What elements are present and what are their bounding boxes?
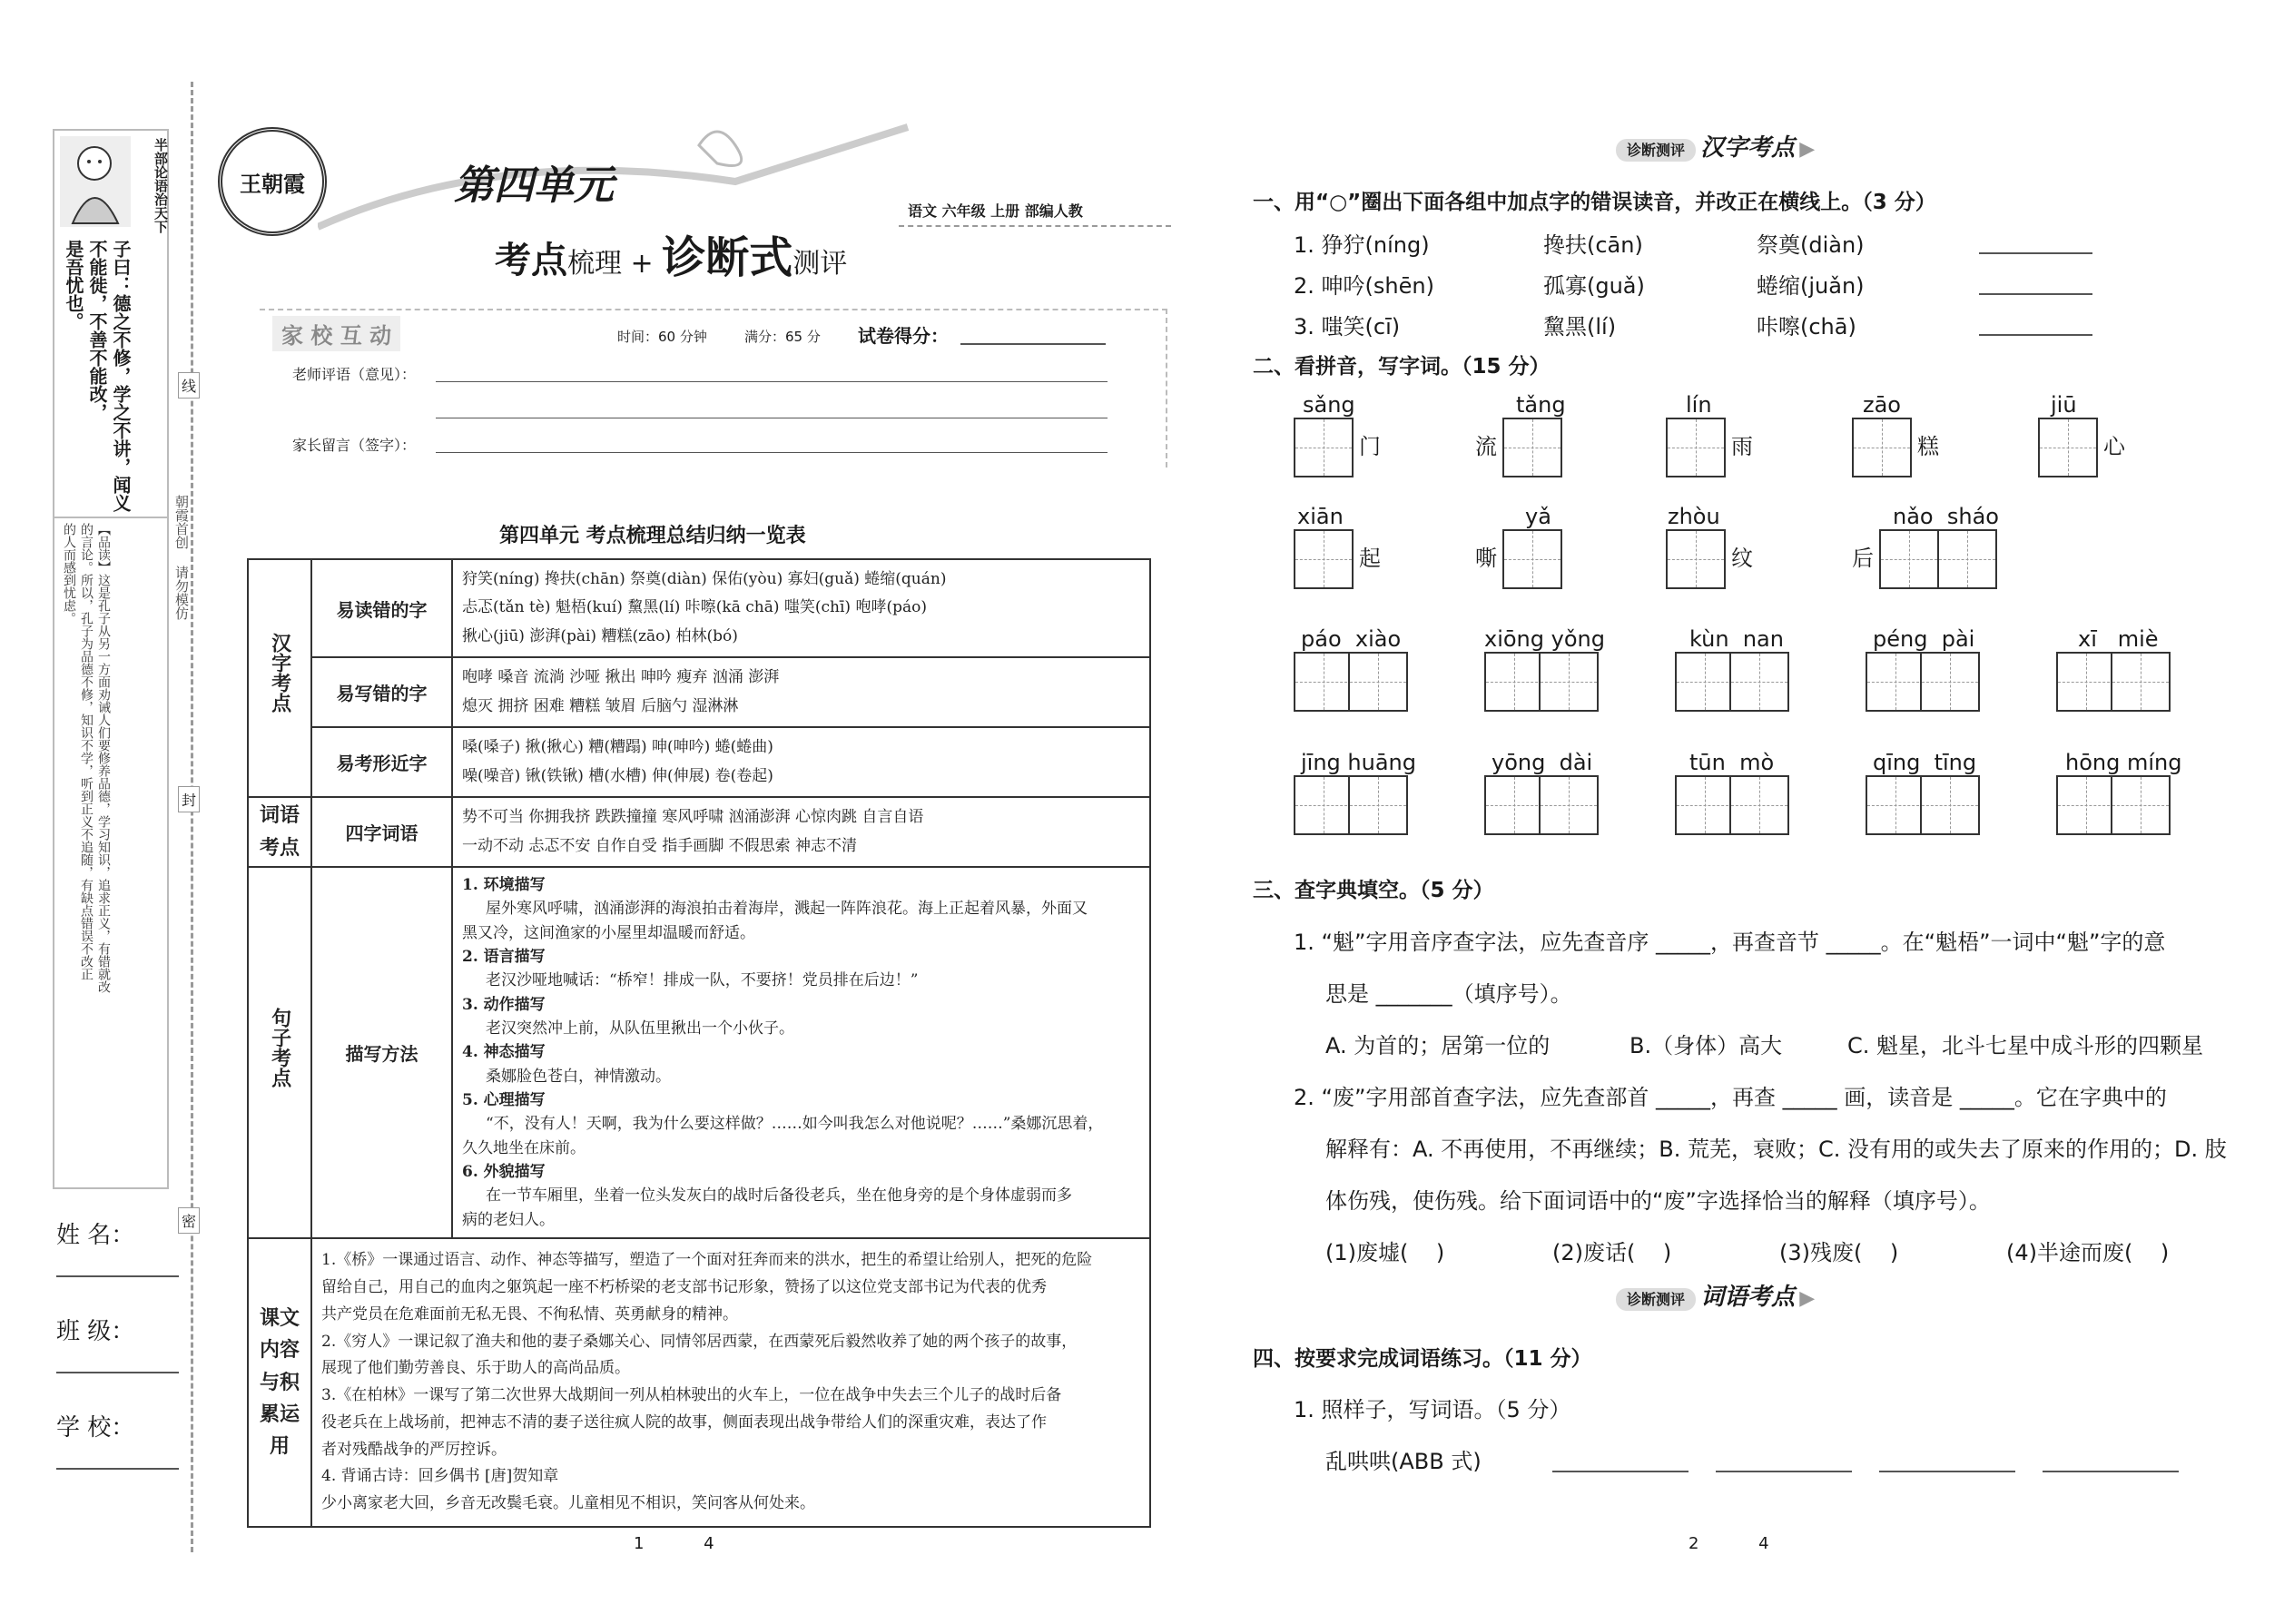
r6-content: [311, 1238, 1150, 1527]
cat-juzi: [248, 867, 311, 1238]
q2-r1-item: [1294, 392, 1381, 477]
q2-r3-item: [1675, 626, 1789, 712]
r3-content: [452, 727, 1150, 797]
q2-r3-item: [1866, 626, 1980, 712]
r5-line: 1. 环境描写: [462, 875, 546, 894]
q1-answer-line-2[interactable]: [1979, 293, 2092, 295]
side-note: 朝霞首创 请勿模仿: [173, 495, 190, 620]
q2-r4-item: [2056, 750, 2181, 835]
pinyin: nǎo sháo: [1893, 504, 1999, 529]
r5-line: 病的老妇人。: [462, 1210, 555, 1229]
q3-line-2: 思是 _______（填序号）。: [1325, 981, 1572, 1007]
name-label: 姓 名：: [56, 1222, 135, 1249]
quote: [62, 240, 133, 512]
cat-kewen-text: 课文内容与积累运用: [259, 1306, 300, 1458]
char-box[interactable]: [1666, 418, 1726, 477]
subtitle-b: 梳理 +: [567, 248, 663, 280]
r5-line: 2. 语言描写: [462, 947, 546, 966]
char-box[interactable]: [1294, 652, 1354, 712]
cut-mark-xian: 线: [178, 372, 200, 399]
cut-mark-mi: 密: [178, 1207, 200, 1234]
given-char: 门: [1359, 434, 1381, 459]
char-box[interactable]: [1484, 775, 1544, 835]
q2-r2-item: [1852, 504, 1999, 589]
r5-line: “不，没有人！天啊，我为什么要这样做？……如今叫我怎么对他说呢？……”桑娜沉思着，: [486, 1115, 1104, 1134]
char-box[interactable]: [1729, 775, 1789, 835]
q1-title: 一、用“○”圈出下面各组中加点字的错误读音，并改正在横线上。（3 分）: [1253, 191, 1936, 214]
brand-logo: [218, 127, 327, 236]
char-box[interactable]: [2056, 652, 2116, 712]
unit-title: 第四单元: [454, 162, 614, 209]
q1-item: 祭奠(diàn): [1757, 232, 1865, 258]
r5-line: 屋外寒风呼啸，汹涌澎湃的海浪拍击着海岸，溅起一阵阵浪花。海上正起着风暴，外面又: [486, 900, 1088, 919]
quote-line-1: 子曰：德之不修，学之不讲，闻义不能徙，不善不能改，: [86, 240, 132, 512]
teacher-line-1: [436, 381, 1108, 382]
q4-title: 四、按要求完成词语练习。（11 分）: [1253, 1347, 1592, 1371]
class-label: 班 级：: [56, 1318, 135, 1345]
q3-line-5: 解释有：A. 不再使用，不再继续；B. 荒芜，衰败；C. 没有用的或失去了原来的作用的；D. 肢: [1325, 1137, 2227, 1162]
table-title: 第四单元 考点梳理总结归纳一览表: [499, 525, 806, 547]
r5-line: 在一节车厢里，坐着一位头发灰白的战时后备役老兵，坐在他身旁的是个身体虚弱而多: [486, 1186, 1072, 1206]
char-box[interactable]: [1920, 652, 1980, 712]
brand-logo-text: 王朝霞: [240, 170, 305, 197]
given-char: 糕: [1917, 434, 1939, 459]
r2-line: 咆哮 嗓音 流淌 沙哑 揪出 呻吟 瘦弃 汹涌 澎湃: [462, 668, 780, 687]
cat-hanzi: [248, 559, 311, 797]
subtitle-c: 诊断式: [662, 232, 793, 283]
r2-label: 易写错的字: [311, 657, 452, 727]
pinyin: xī miè: [2078, 626, 2159, 652]
q2-r3-item: [2056, 626, 2171, 712]
char-box[interactable]: [1866, 775, 1925, 835]
r6-line: 2.《穷人》一课记叙了渔夫和他的妻子桑娜关心、同情邻居西蒙，在西蒙死后毅然收养了她的两个孩子的故事，: [321, 1332, 1078, 1351]
r1-line: 忐忑(tǎn tè) 魁梧(kuí) 黧黑(lí) 咔嚓(kā chā) 嗤笑(chī) 咆哮(páo): [462, 598, 927, 617]
q2-r3-item: [1294, 626, 1408, 712]
pindu-line-1: 【品读】这是孔子从另一方面劝诫人们要修养品德，学习知识，追求正义，有错就改: [96, 523, 111, 993]
class-line: [56, 1372, 179, 1373]
given-char: 流: [1475, 434, 1497, 459]
pinyin: qīng tīng: [1873, 750, 1977, 775]
badge-hanzi: [1616, 129, 1815, 162]
q2-r4-item: [1294, 750, 1416, 835]
subtitle-d: 测评: [793, 248, 848, 280]
q3-title: 三、查字典填空。（5 分）: [1253, 879, 1494, 902]
q2-r2-item: [1666, 504, 1753, 589]
school-field: [56, 1409, 179, 1470]
cut-mark-feng: 封: [178, 786, 200, 812]
badge-hanzi-b: 汉字考点: [1700, 134, 1796, 162]
char-box[interactable]: [1675, 652, 1735, 712]
quote-line-2: 是吾忧也。: [63, 240, 84, 330]
char-box[interactable]: [1502, 418, 1562, 477]
q2-r1-item: [1852, 392, 1939, 477]
pinyin: xiān: [1297, 504, 1344, 529]
pinyin: hōng míng: [2065, 750, 2182, 775]
pinyin: jīng huāng: [1301, 750, 1416, 775]
q2-r2-item: [1475, 504, 1562, 589]
r5-line: 3. 动作描写: [462, 995, 546, 1014]
q4-line-1: 1. 照样子，写词语。（5 分）: [1294, 1397, 1571, 1422]
r1-line: 揪心(jiū) 澎湃(pài) 糟糕(zāo) 柏林(bó): [462, 626, 738, 645]
r6-line: 3.《在柏林》一课写了第二次世界大战期间一列从柏林驶出的火车上，一位在战争中失去三个儿子的战时后备: [321, 1386, 1062, 1405]
q1-answer-line-1[interactable]: [1979, 252, 2092, 254]
char-box[interactable]: [1348, 775, 1408, 835]
pinyin: péng pài: [1873, 626, 1975, 652]
r6-line: 共产党员在危难面前无私无畏、不徇私情、英勇献身的精神。: [321, 1304, 738, 1324]
badge-ciyu-a: 诊断测评: [1616, 1288, 1696, 1311]
cat-kewen: [248, 1238, 311, 1527]
q2-r2-item: [1294, 504, 1381, 589]
left-sidebar: [53, 129, 169, 1189]
class-field: [56, 1313, 179, 1373]
r5-label: 描写方法: [311, 867, 452, 1238]
q2-r3-item: [1484, 626, 1605, 712]
r2-line: 熄灭 拥挤 困难 糟糕 皱眉 后脑勺 湿淋淋: [462, 696, 739, 715]
q2-title: 二、看拼音，写字词。（15 分）: [1253, 355, 1551, 379]
char-box[interactable]: [2038, 418, 2098, 477]
q3-fill-1[interactable]: (1)废墟( ): [1325, 1240, 1445, 1265]
cat-ciyu-text: 词语考点: [259, 803, 300, 860]
r4-label: 四字词语: [311, 797, 452, 867]
school-line: [56, 1468, 179, 1470]
badge-ciyu: [1616, 1278, 1815, 1312]
teacher-comment-label: 老师评语（意见）：: [292, 366, 417, 383]
r5-line: 久久地坐在床前。: [462, 1138, 586, 1157]
r1-line: 狩笑(níng) 搀扶(chān) 祭奠(diàn) 保佑(yòu) 寡妇(guǎ) 蜷缩(quán): [462, 570, 947, 588]
q1-item: 搀扶(cān): [1543, 232, 1643, 258]
char-box[interactable]: [2111, 775, 2171, 835]
arrow-right-icon: ▶: [1799, 1287, 1816, 1310]
char-box[interactable]: [1937, 529, 1997, 589]
char-box[interactable]: [1539, 652, 1599, 712]
score-info: 满分：65 分: [744, 329, 821, 345]
r2-content: [452, 657, 1150, 727]
r3-label: 易考形近字: [311, 727, 452, 797]
q4-answer-line-4[interactable]: [2043, 1471, 2179, 1472]
pinyin: tūn mò: [1689, 750, 1775, 775]
q3-fill-4[interactable]: (4)半途而废( ): [2006, 1240, 2170, 1265]
q2-r4-item: [1484, 750, 1599, 835]
given-char: 心: [2103, 434, 2125, 459]
badge-ciyu-b: 词语考点: [1700, 1284, 1796, 1311]
q1-item: 孤寡(guǎ): [1543, 273, 1645, 299]
pinyin: kùn nan: [1689, 626, 1784, 652]
r6-line: 者对残酷战争的严厉控诉。: [321, 1440, 507, 1459]
r1-label: 易读错的字: [311, 559, 452, 657]
cat-ciyu: [248, 797, 311, 867]
given-char: 起: [1359, 546, 1381, 571]
q1-answer-line-3[interactable]: [1979, 334, 2092, 336]
pindu-line-3: 的人而感到忧虑。: [62, 523, 76, 625]
q3-fill-2[interactable]: (2)废话( ): [1552, 1240, 1672, 1265]
r1-content: [452, 559, 1150, 657]
r5-line: 老汉沙哑地喊话：“桥窄！排成一队，不要挤！党员排在后边！”: [486, 971, 919, 990]
pinyin: yǎ: [1525, 504, 1551, 529]
char-box[interactable]: [1348, 652, 1408, 712]
char-box[interactable]: [2056, 775, 2116, 835]
pinyin: zāo: [1863, 392, 1901, 418]
char-box[interactable]: [1729, 652, 1789, 712]
pinyin: zhòu: [1668, 504, 1720, 529]
summary-table: [247, 558, 1151, 1528]
motto: 半部论语治天下: [153, 138, 169, 233]
q4-example: 乱哄哄(ABB 式): [1325, 1449, 1482, 1474]
q2-r4-item: [1866, 750, 1980, 835]
school-label: 学 校：: [56, 1414, 135, 1442]
char-box[interactable]: [1502, 529, 1562, 589]
q4-answer-line-2[interactable]: [1716, 1471, 1852, 1472]
char-box[interactable]: [1675, 775, 1735, 835]
page-number-right: 2 4: [1689, 1534, 1769, 1553]
r6-line: 留给自己，用自己的血肉之躯筑起一座不朽桥梁的老支部书记形象，赞扬了以这位党支部书记为代表的优秀: [321, 1278, 1047, 1297]
given-char: 嘶: [1475, 546, 1497, 571]
pinyin: jiū: [2051, 392, 2077, 418]
q4-answer-line-1[interactable]: [1552, 1471, 1689, 1472]
char-box[interactable]: [1294, 418, 1354, 477]
home-school-label: 家 校 互 动: [272, 316, 400, 351]
score-label: 试卷得分：: [858, 325, 949, 347]
r5-line: 老汉突然冲上前，从队伍里揪出一个小伙子。: [486, 1019, 794, 1038]
r6-line: 1.《桥》一课通过语言、动作、神态等描写，塑造了一个面对狂奔而来的洪水，把生的希望让给别人，把死的危险: [321, 1251, 1093, 1270]
page-number-left: 1 4: [634, 1534, 714, 1553]
q4-answer-line-3[interactable]: [1879, 1471, 2015, 1472]
q1-item: 咔嚓(chā): [1757, 314, 1856, 340]
pinyin: tǎng: [1516, 392, 1566, 418]
q3-opt-a: A. 为首的；居第一位的: [1325, 1033, 1551, 1058]
char-box[interactable]: [2111, 652, 2171, 712]
name-line: [56, 1275, 179, 1277]
char-box[interactable]: [1539, 775, 1599, 835]
r5-line: 黑又冷，这间渔家的小屋里却温暖而舒适。: [462, 923, 755, 942]
time-info: 时间：60 分钟: [617, 329, 707, 345]
cat-hanzi-text: 汉字考点: [268, 633, 292, 714]
pinyin: xiōng yǒng: [1484, 626, 1605, 652]
name-field: [56, 1216, 179, 1277]
pinyin: lín: [1686, 392, 1712, 418]
char-box[interactable]: [1852, 418, 1912, 477]
q3-opt-b: B.（身体）高大: [1629, 1033, 1783, 1058]
char-box[interactable]: [1920, 775, 1980, 835]
parent-line: [436, 452, 1108, 453]
char-box[interactable]: [1866, 652, 1925, 712]
pinyin: páo xiào: [1301, 626, 1402, 652]
q3-line-1: 1. “魁”字用音序查字法，应先查音序 _____，再查音节 _____。在“魁梧”一词中“魁”字的意: [1294, 930, 2166, 955]
q2-r1-item: [1475, 392, 1566, 477]
given-char: 雨: [1731, 434, 1753, 459]
char-box[interactable]: [1484, 652, 1544, 712]
r5-line: 6. 外貌描写: [462, 1163, 546, 1182]
arrow-right-icon: ▶: [1799, 138, 1816, 161]
score-line: [960, 343, 1106, 345]
r4-line: 势不可当 你拥我挤 跌跌撞撞 寒风呼啸 汹涌澎湃 心惊肉跳 自言自语: [462, 808, 924, 827]
r6-line: 展现了他们勤劳善良、乐于助人的高尚品质。: [321, 1359, 630, 1378]
r5-line: 桑娜脸色苍白，神情激动。: [486, 1067, 671, 1086]
badge-hanzi-a: 诊断测评: [1616, 139, 1696, 162]
r5-line: 5. 心理描写: [462, 1091, 546, 1110]
r6-line: 少小离家老大回，乡音无改鬓毛衰。儿童相见不相识，笑问客从何处来。: [321, 1494, 815, 1513]
q3-fill-3[interactable]: (3)残废( ): [1779, 1240, 1899, 1265]
r5-content: [452, 867, 1150, 1238]
char-box[interactable]: [1879, 529, 1939, 589]
q3-line-6: 体伤残，使伤残。给下面词语中的“废”字选择恰当的解释（填序号）。: [1325, 1188, 1991, 1214]
q1-item: 2. 呻吟(shēn): [1294, 273, 1434, 299]
given-char: 后: [1852, 546, 1874, 571]
q1-item: 黧黑(lí): [1543, 314, 1617, 340]
r6-line: 4. 背诵古诗：回乡偶书 [唐]贺知章: [321, 1467, 559, 1486]
char-box[interactable]: [1666, 529, 1726, 589]
r3-line: 嗓(嗓子) 揪(揪心) 糟(糟蹋) 呻(呻吟) 蜷(蜷曲): [462, 738, 773, 757]
q3-line-4: 2. “废”字用部首查字法，应先查部首 _____，再查 _____ 画，读音是 _____。它在字典中的: [1294, 1085, 2167, 1110]
q2-r1-item: [2038, 392, 2125, 477]
r4-line: 一动不动 忐忑不安 自作自受 指手画脚 不假思索 神志不清: [462, 836, 858, 855]
parent-comment-label: 家长留言（签字）：: [292, 437, 417, 454]
q2-r1-item: [1666, 392, 1753, 477]
main-subtitle: [495, 222, 847, 285]
pindu-line-2: 的言论。所以，孔子为品德不修，知识不学，听到正义不追随，有缺点错误不改正: [79, 523, 94, 980]
char-box[interactable]: [1294, 775, 1354, 835]
cat-juzi-text: 句子考点: [268, 1007, 292, 1088]
q1-item: 蜷缩(juǎn): [1757, 273, 1865, 299]
r3-line: 噪(噪音) 锹(铁锹) 槽(水槽) 伸(伸展) 卷(卷起): [462, 766, 773, 785]
given-char: 纹: [1731, 546, 1753, 571]
grade-tag: 语文 六年级 上册 部编人教: [908, 202, 1083, 220]
q1-item: 1. 狰狞(níng): [1294, 232, 1430, 258]
char-box[interactable]: [1294, 529, 1354, 589]
pindu-text: [60, 523, 112, 1176]
confucius-illustration: [60, 136, 131, 227]
q2-r4-item: [1675, 750, 1789, 835]
q3-opt-c: C. 魁星，北斗七星中成斗形的四颗星: [1847, 1033, 2204, 1058]
r4-content: [452, 797, 1150, 867]
pinyin: sǎng: [1303, 392, 1355, 418]
r6-line: 役老兵在上战场前，把神志不清的妻子送往疯人院的故事，侧面表现出战争带给人们的深重灾难，表达了作: [321, 1412, 1047, 1432]
r5-line: 4. 神态描写: [462, 1043, 546, 1062]
q1-item: 3. 嗤笑(cī): [1294, 314, 1401, 340]
cut-line: [191, 82, 193, 1552]
subtitle-a: 考点: [495, 240, 567, 281]
pinyin: yōng dài: [1492, 750, 1593, 775]
